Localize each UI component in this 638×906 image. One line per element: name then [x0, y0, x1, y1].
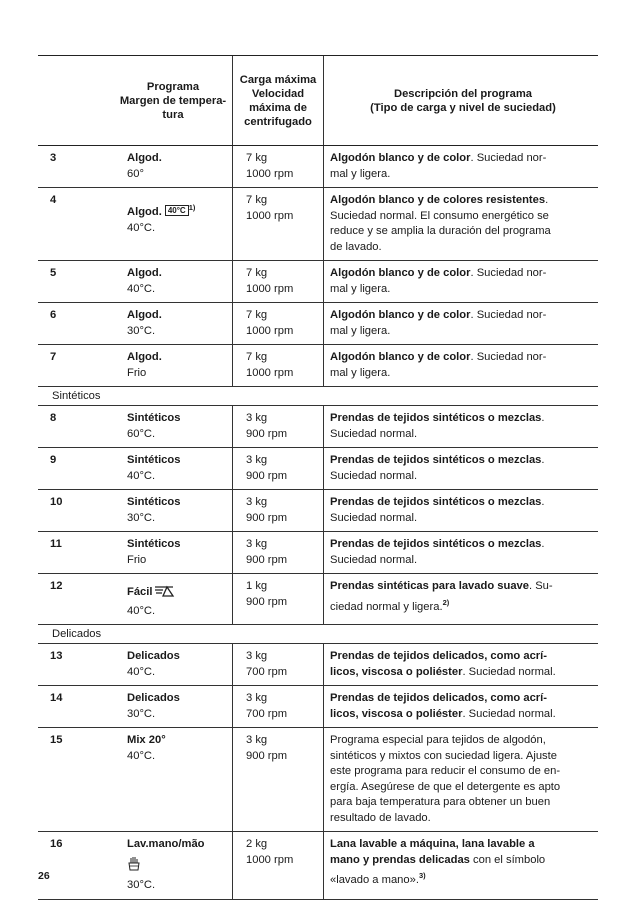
description-text: mal y ligera. [330, 167, 391, 180]
program-number: 14 [50, 692, 63, 704]
program-number: 10 [50, 496, 63, 508]
header-carga [233, 56, 324, 145]
description-text: Suciedad normal. [330, 553, 418, 566]
program-name [127, 649, 232, 665]
program-number: 16 [50, 838, 63, 850]
program-temperature: 40°C. [127, 665, 156, 678]
description-bold: mano y prendas delicadas [330, 853, 470, 866]
table-header [38, 55, 598, 146]
program-name-text: Sintéticos [127, 412, 181, 424]
program-description [324, 644, 598, 685]
description-bold: licos, viscosa o poliéster [330, 707, 463, 720]
load-speed-cell [233, 448, 324, 489]
max-load: 3 kg [246, 412, 268, 424]
table-row [38, 406, 598, 448]
program-name [127, 837, 232, 853]
spin-speed: 900 rpm [246, 749, 288, 762]
spin-speed: 1000 rpm [246, 324, 294, 337]
eco-40-symbol: 40°C [165, 205, 189, 216]
max-load: 3 kg [246, 650, 268, 662]
max-load: 3 kg [246, 692, 268, 704]
description-bold: Algodón blanco y de color [330, 152, 471, 164]
spin-speed: 900 rpm [246, 469, 288, 482]
program-name [127, 200, 232, 221]
program-name-text: Mix 20° [127, 734, 166, 746]
program-name [127, 585, 232, 604]
description-text: reduce y se amplia la duración del programa [330, 225, 551, 237]
header-carga-text: Carga máxima Velocidad máxima de centrifugado [239, 73, 317, 128]
description-text: . Suciedad nor- [470, 267, 547, 279]
program-number: 5 [50, 267, 57, 279]
description-text: . Suciedad normal. [462, 665, 556, 678]
max-load: 3 kg [246, 496, 268, 508]
program-description [324, 261, 598, 302]
header-programa [38, 56, 233, 145]
rows-delicados [38, 644, 598, 900]
program-name-cell [114, 686, 233, 727]
program-description [324, 188, 598, 260]
program-description [324, 345, 598, 386]
spin-speed: 900 rpm [246, 553, 288, 566]
program-description [324, 832, 598, 899]
max-load: 2 kg [246, 838, 268, 850]
header-descripcion [324, 56, 598, 145]
program-name [127, 308, 232, 324]
table-row [38, 532, 598, 574]
program-name-text: Algod. [127, 309, 162, 321]
footnote-mark: 1) [188, 203, 196, 212]
load-speed-cell [233, 832, 324, 899]
load-speed-cell [233, 146, 324, 187]
program-name-cell [114, 406, 233, 447]
header-descripcion-text: Descripción del programa (Tipo de carga y nivel de suciedad) [370, 87, 556, 114]
program-temperature: 30°C. [127, 707, 156, 720]
spin-speed: 900 rpm [246, 511, 288, 524]
program-name [127, 495, 232, 511]
description-text: . [541, 538, 545, 550]
description-bold: Algodón blanco y de color [330, 351, 471, 363]
footnote-mark: 3) [418, 871, 426, 880]
table-row [38, 728, 598, 832]
description-text: mal y ligera. [330, 324, 391, 337]
program-description [324, 490, 598, 531]
spin-speed: 700 rpm [246, 707, 288, 720]
program-name [127, 453, 232, 469]
program-temperature: Frio [127, 366, 147, 379]
max-load: 7 kg [246, 309, 268, 321]
spin-speed: 1000 rpm [246, 282, 294, 295]
max-load: 3 kg [246, 538, 268, 550]
description-bold: Lana lavable a máquina, lana lavable a [330, 838, 535, 850]
program-name-cell [114, 728, 233, 831]
load-speed-cell [233, 345, 324, 386]
spin-speed: 1000 rpm [246, 366, 294, 379]
program-name-text: Sintéticos [127, 454, 181, 466]
table-row [38, 832, 598, 900]
program-name-text: Delicados [127, 692, 180, 704]
program-name-cell [114, 303, 233, 344]
load-speed-cell [233, 574, 324, 624]
description-text: . [541, 412, 545, 424]
program-temperature: 60° [127, 167, 144, 180]
program-name-cell [114, 832, 233, 899]
program-name-text: Algod. [127, 267, 162, 279]
table-row [38, 188, 598, 261]
program-temperature: 40°C. [127, 221, 156, 234]
description-bold: Algodón blanco y de colores resistentes [330, 194, 546, 206]
table-row [38, 490, 598, 532]
program-name-cell [114, 532, 233, 573]
description-text: ciedad normal y ligera. [330, 600, 443, 613]
description-text: . [541, 496, 545, 508]
program-name-cell [114, 188, 233, 260]
load-speed-cell [233, 188, 324, 260]
program-name-cell [114, 146, 233, 187]
program-description [324, 448, 598, 489]
program-number: 11 [50, 538, 62, 550]
program-number: 4 [50, 194, 57, 206]
spin-speed: 900 rpm [246, 595, 288, 608]
easy-iron-icon [153, 585, 175, 604]
program-name [127, 691, 232, 707]
program-description [324, 146, 598, 187]
spin-speed: 1000 rpm [246, 853, 294, 866]
description-text: para baja temperatura para obtener un buen [330, 796, 551, 808]
program-temperature: 30°C. [127, 324, 156, 337]
load-speed-cell [233, 490, 324, 531]
program-temperature: 40°C. [127, 282, 156, 295]
max-load: 3 kg [246, 454, 268, 466]
description-text: Suciedad normal. [330, 511, 418, 524]
program-name-text: Sintéticos [127, 538, 181, 550]
program-name [127, 350, 232, 366]
description-text: «lavado a mano». [330, 874, 419, 886]
table-row [38, 686, 598, 728]
description-bold: Prendas de tejidos delicados, como acrí- [330, 650, 547, 662]
program-temperature: 60°C. [127, 427, 156, 440]
description-bold: Prendas de tejidos sintéticos o mezclas [330, 454, 542, 466]
description-bold: Prendas de tejidos sintéticos o mezclas [330, 412, 542, 424]
table-row [38, 261, 598, 303]
program-number: 7 [50, 351, 57, 363]
description-text: . [545, 194, 549, 206]
load-speed-cell [233, 406, 324, 447]
rows-sinteticos [38, 406, 598, 625]
table-row [38, 303, 598, 345]
program-temperature: 40°C. [127, 749, 156, 762]
program-name-text: Algod. [127, 206, 162, 218]
program-number: 9 [50, 454, 57, 466]
program-name-cell [114, 574, 233, 624]
program-number: 6 [50, 309, 57, 321]
description-bold: Prendas sintéticas para lavado suave [330, 580, 529, 592]
table-row [38, 345, 598, 387]
max-load: 7 kg [246, 267, 268, 279]
program-name-text: Sintéticos [127, 496, 181, 508]
rows-algodon [38, 146, 598, 387]
max-load: 7 kg [246, 351, 268, 363]
load-speed-cell [233, 686, 324, 727]
program-description [324, 686, 598, 727]
description-text: este programa para reducir el consumo de en- [330, 765, 561, 777]
max-load: 3 kg [246, 734, 268, 746]
spin-speed: 1000 rpm [246, 167, 294, 180]
description-text: ergía. Asegúrese de que el detergente es apto [330, 780, 561, 793]
load-speed-cell [233, 261, 324, 302]
program-name [127, 537, 232, 553]
description-text: mal y ligera. [330, 366, 391, 379]
program-name-cell [114, 448, 233, 489]
description-bold: licos, viscosa o poliéster [330, 665, 463, 678]
description-text: Suciedad normal. El consumo energético se [330, 209, 549, 222]
program-name [127, 266, 232, 282]
max-load: 7 kg [246, 194, 268, 206]
program-number: 13 [50, 650, 63, 662]
description-text: . Su- [529, 580, 553, 592]
description-text: . Suciedad nor- [470, 152, 547, 164]
description-text: mal y ligera. [330, 282, 391, 295]
program-name [127, 733, 232, 749]
max-load: 7 kg [246, 152, 268, 164]
program-description [324, 303, 598, 344]
description-bold: Prendas de tejidos delicados, como acrí- [330, 692, 547, 704]
spin-speed: 900 rpm [246, 427, 288, 440]
footnote-mark: 2) [442, 597, 450, 607]
program-description [324, 574, 598, 624]
program-name-text: Fácil [127, 586, 153, 598]
description-text: Suciedad normal. [330, 427, 418, 440]
program-number: 8 [50, 412, 57, 424]
header-programa-text: Programa Margen de tempera- tura [119, 80, 227, 121]
program-name-text: Delicados [127, 650, 180, 662]
description-bold: Algodón blanco y de color [330, 267, 471, 279]
program-number: 15 [50, 734, 63, 746]
program-temperature: 40°C. [127, 469, 156, 482]
program-number: 3 [50, 152, 57, 164]
table-row [38, 574, 598, 625]
table-row [38, 644, 598, 686]
description-bold: Prendas de tejidos sintéticos o mezclas [330, 538, 542, 550]
program-description [324, 728, 598, 831]
description-text: . Suciedad normal. [462, 707, 556, 720]
section-sinteticos: Sintéticos [38, 387, 598, 406]
description-bold: Algodón blanco y de color [330, 309, 471, 321]
spin-speed: 700 rpm [246, 665, 288, 678]
program-name-cell [114, 644, 233, 685]
program-name-cell [114, 490, 233, 531]
description-text: . Suciedad nor- [470, 309, 547, 321]
program-name-text: Algod. [127, 152, 162, 164]
program-name [127, 151, 232, 167]
program-name-text: Algod. [127, 351, 162, 363]
program-number: 12 [50, 580, 63, 592]
program-temperature: Frio [127, 553, 147, 566]
max-load: 1 kg [246, 580, 268, 592]
table-row [38, 146, 598, 188]
load-speed-cell [233, 532, 324, 573]
description-text: con el símbolo [469, 853, 546, 866]
description-text: de lavado. [330, 240, 382, 253]
load-speed-cell [233, 644, 324, 685]
program-description [324, 532, 598, 573]
description-text: Suciedad normal. [330, 469, 418, 482]
load-speed-cell [233, 303, 324, 344]
description-bold: Prendas de tejidos sintéticos o mezclas [330, 496, 542, 508]
description-text: Programa especial para tejidos de algodón, [330, 734, 546, 746]
description-text: . [541, 454, 545, 466]
program-description [324, 406, 598, 447]
description-text: sintéticos y mixtos con suciedad ligera. Ajuste [330, 749, 557, 762]
program-temperature: 30°C. [127, 511, 156, 524]
program-name-cell [114, 261, 233, 302]
spin-speed: 1000 rpm [246, 209, 294, 222]
description-text: resultado de lavado. [330, 811, 431, 824]
program-temperature: 40°C. [127, 604, 156, 617]
table-row [38, 448, 598, 490]
program-temperature: 30°C. [127, 879, 156, 891]
program-name [127, 411, 232, 427]
program-name-cell [114, 345, 233, 386]
page-number: 26 [38, 870, 50, 882]
description-text: . Suciedad nor- [470, 351, 547, 363]
program-table [38, 55, 598, 900]
load-speed-cell [233, 728, 324, 831]
section-delicados: Delicados [38, 625, 598, 644]
program-name-text: Lav.mano/mão [127, 838, 205, 850]
hand-wash-icon [127, 855, 232, 877]
